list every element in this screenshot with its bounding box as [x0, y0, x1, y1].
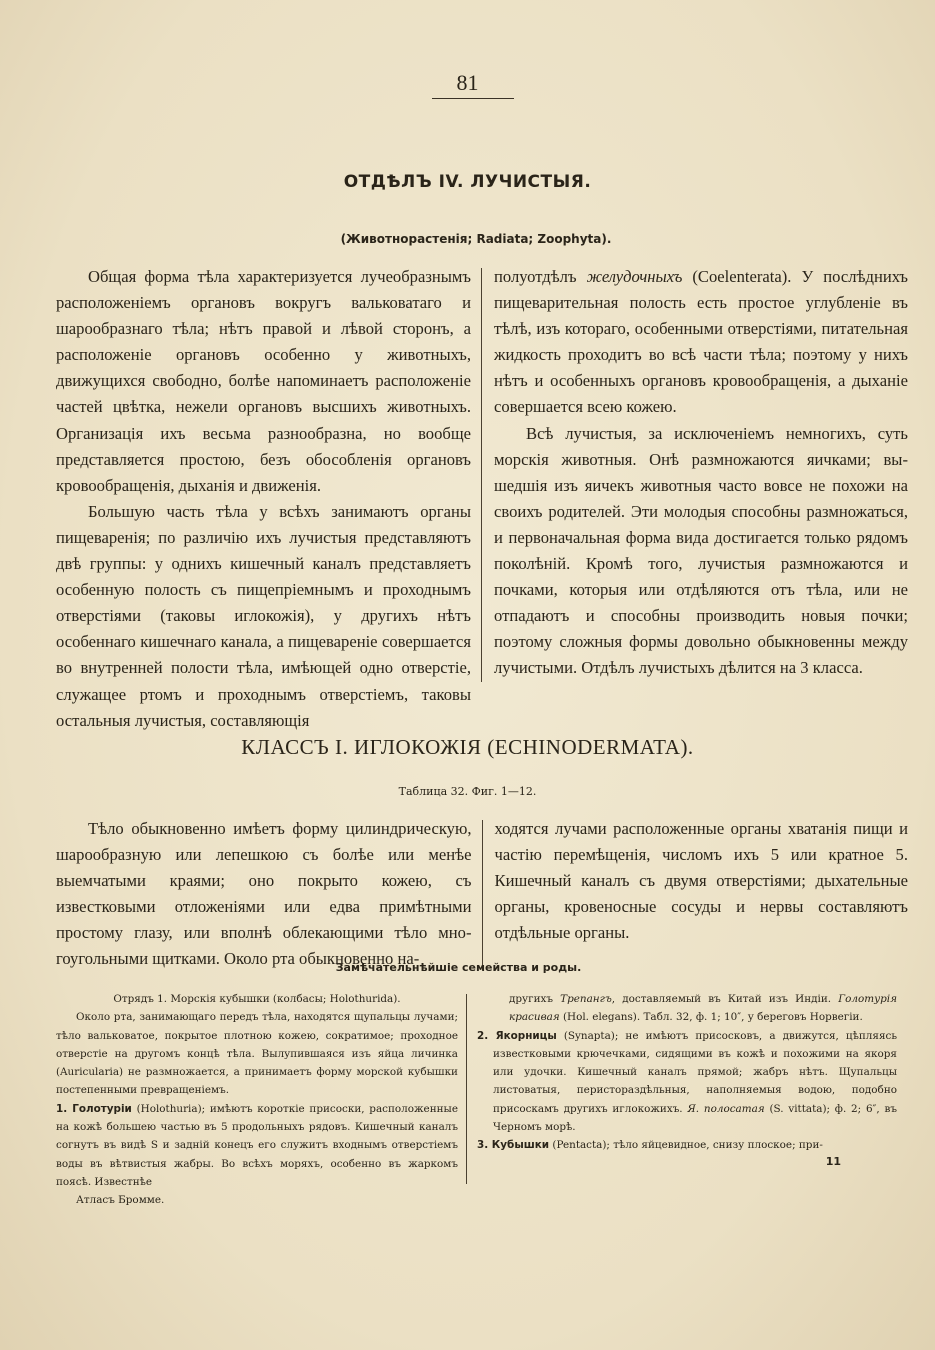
intro-left-column	[56, 264, 481, 730]
paragraph: Около рта, занимающаго передъ тѣла, находятся щупальцы лучами; тѣло вальковатое, покрытое плотною кожею, сократимое; проходное отверстіе на другомъ концѣ тѣла. Вылупившаяся изъ яйца личинка (Auricularia) не размножается, а принимаетъ форму морской кубышки постепенными превращеніемъ.	[56, 1011, 458, 1097]
text-run: , доставляемый въ Китай изъ Индіи.	[611, 993, 839, 1005]
genus-label: 2. Якорницы	[477, 1029, 557, 1042]
text-run: (S. vittata); ф. 2; 6″, въ Черномъ морѣ.	[493, 1102, 897, 1134]
paragraph	[494, 264, 908, 421]
paragraph: Большую часть тѣла у всѣхъ занимаютъ органы пищеваренія; по различію ихъ лучистыя представляютъ двѣ группы: у однихъ кишечный каналъ представляетъ особенную полость съ пищепріемнымъ и проходнымъ отверстіями (таковы иглокожія), у другихъ нѣтъ особеннаго кишечнаго канала, а пищевареніе совершается во внутренней полости тѣла, имѣющей одно отверстіе, служащее ртомъ и проходнымъ отверстіемъ, таковы остальныя лучистыя, составляющія	[56, 501, 471, 730]
table-reference: Таблица 32. Фиг. 1—12.	[398, 785, 537, 798]
genus-label: 3. Кубышки	[477, 1139, 550, 1152]
page-number-rule	[432, 98, 514, 99]
intro-right-column	[482, 264, 908, 684]
genus-label: 1. Голотуріи	[56, 1102, 132, 1115]
italic-term: Голотурія красивая	[509, 993, 897, 1024]
paragraph: Всѣ лучистыя, за исключеніемъ немногихъ, суть морскія животныя. Онѣ размножаются яичками; вышедшія изъ яичекъ животныя часто вовсе не похожи на своихъ родителей. Эти молодыя способны размножаться, и первоначальная форма вида достигается только рядомъ поколѣній. Кромѣ того, лучистыя размножаются и почками, которыя или отдѣляются отъ тѣла, или не отпадаютъ и способны производить новыя почки; поэтому сложныя формы довольно обыкновенны между лучистыми. Отдѣлъ лучистыхъ дѣлится на 3 класса.	[494, 423, 908, 678]
class-left-column	[56, 816, 482, 973]
text-run: полуотдѣлъ	[494, 267, 587, 286]
section-subtitle: (Животнорастенія; Radiata; Zoophyta).	[340, 232, 612, 246]
class-heading: КЛАССЪ I. ИГЛОКОЖІЯ (ECHINODERMATA).	[241, 735, 694, 759]
families-heading: Замѣчательнѣйшіе семейства и роды.	[335, 961, 582, 974]
paragraph: ходятся лучами расположенные органы хватанія пищи и частію перемѣщенія, числомъ ихъ 5 или кратное 5. Кишечный каналъ съ двумя отверстіями; дыхательные органы, кровеносные сосуды и нервы составляютъ отдѣльные органы.	[494, 819, 908, 943]
families-columns	[56, 990, 908, 1210]
genus-entry	[477, 1027, 897, 1137]
text-run: (Coelenterata). У послѣднихъ пищеварительная полость есть простое углубленіе въ тѣлѣ, изъ котораго, особенными отверстіями, питательная жидкость проходитъ во всѣ части тѣла; поэтому у нихъ нѣтъ и особенныхъ органовъ кровообращенія, а дыханіе совершается всею кожею.	[494, 267, 908, 417]
paragraph: Общая форма тѣла характеризуется лучеобразнымъ расположеніемъ органовъ вокругъ вальковатаго и шарообразнаго тѣла; нѣтъ правой и лѣвой сторонъ, а расположеніе органовъ особенно у животныхъ, движущихся свободно, болѣе напоминаетъ расположеніе частей цвѣтка, нежели органовъ высшихъ животныхъ. Организація ихъ весьма разнообразна, но вообще представляется простою, безъ обособленія органовъ кровообращенія, дыханія и движенія.	[56, 267, 471, 495]
class-columns	[56, 816, 908, 973]
footer-note: Атласъ Бромме.	[76, 1194, 165, 1207]
section-title: ОТДѢЛЪ IV. ЛУЧИСТЫЯ.	[343, 172, 592, 192]
text-run: (Holothuria); имѣютъ короткіе присоски, расположенные на кожѣ большею частью въ 5 продольныхъ рядовъ. Кишечный каналъ согнутъ въ видѣ S и задній конецъ его служитъ входнымъ отверстіемъ воды въ вѣтвистыя жабры. Во всѣхъ моряхъ, особенно въ жаркомъ поясѣ. Известнѣе	[56, 1102, 458, 1188]
paragraph	[477, 990, 897, 1027]
families-right-column	[467, 990, 897, 1210]
italic-term: желудочныхъ	[586, 267, 683, 286]
intro-columns	[56, 264, 908, 730]
families-left-column	[56, 990, 466, 1210]
italic-term: Я. полосатая	[687, 1102, 765, 1115]
text-run: (Hol. elegans). Табл. 32, ф. 1; 10″, у береговъ Норвегіи.	[559, 1011, 863, 1024]
order-heading: Отрядъ 1. Морскія кубышки (колбасы; Holothurida).	[113, 993, 401, 1005]
signature-mark: 11	[825, 1154, 841, 1168]
genus-entry	[56, 1100, 458, 1191]
text-run: (Pentacta); тѣло яйцевидное, снизу плоское; при-	[549, 1139, 823, 1152]
text-run: (Synapta); не имѣютъ присосковъ, а движутся, цѣпляясь известковыми крючечками, сидящими въ кожѣ и похожими на якоря или удочки. Кишечный каналъ прямой; жабръ нѣтъ. Щупальцы листоватыя, перистораздѣльныя, наполняемыя водою, подобно присоскамъ другихъ иглокожихъ.	[493, 1029, 897, 1115]
paragraph: Тѣло обыкновенно имѣетъ форму цилиндрическую, шарообразную или лепешкою съ болѣе или менѣе выемчатыми краями; оно покрыто кожею, съ известковыми отложеніями или едва примѣтными простому глазу, или вполнѣ облекающими тѣло многоугольными щитками. Около рта обыкновенно на-	[56, 819, 472, 969]
italic-term: Трепангъ	[560, 993, 612, 1005]
text-run: другихъ	[509, 993, 561, 1005]
page-number: 81	[456, 70, 479, 95]
class-right-column	[483, 816, 909, 973]
